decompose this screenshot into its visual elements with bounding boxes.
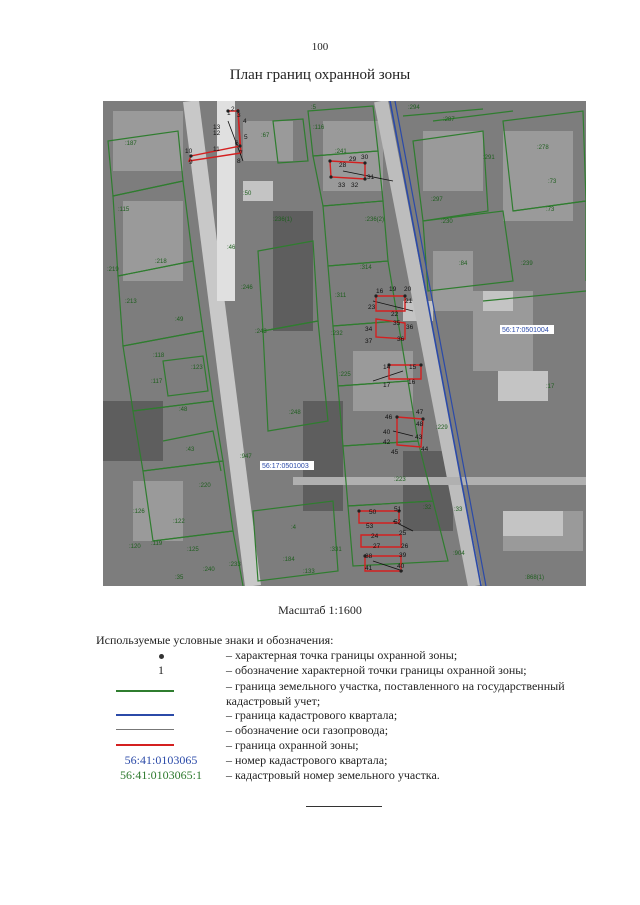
svg-text::5: :5	[311, 105, 317, 111]
svg-text::246: :246	[241, 285, 253, 291]
quarter-label-1: 56:17:0501004	[502, 327, 549, 334]
svg-text::117: :117	[151, 379, 163, 385]
svg-text:13: 13	[213, 124, 221, 131]
svg-text::233: :233	[229, 562, 241, 568]
svg-text:1: 1	[227, 110, 231, 117]
svg-text:9: 9	[189, 159, 193, 166]
svg-text:7: 7	[239, 150, 243, 157]
svg-text::220: :220	[199, 483, 211, 489]
svg-text::218: :218	[155, 259, 167, 265]
svg-text:3: 3	[237, 112, 241, 119]
page-title: План границ охранной зоны	[229, 67, 411, 83]
quarter-number-symbol: 56:41:0103065	[124, 753, 198, 767]
thin-line-symbol	[116, 729, 174, 730]
svg-text:23: 23	[368, 304, 376, 311]
svg-text::904: :904	[453, 551, 465, 557]
svg-text::229: :229	[436, 425, 448, 431]
svg-text::4: :4	[291, 525, 297, 531]
svg-text:12: 12	[213, 130, 221, 137]
svg-text:11: 11	[213, 146, 220, 153]
svg-text::119: :119	[151, 541, 163, 547]
svg-text:43: 43	[415, 434, 423, 441]
svg-text::67: :67	[261, 133, 270, 139]
green-line-symbol	[116, 690, 174, 692]
svg-text::46: :46	[227, 245, 236, 251]
svg-text:53: 53	[366, 523, 374, 530]
svg-text:16: 16	[376, 288, 384, 295]
svg-text:36: 36	[397, 336, 405, 343]
svg-text:39: 39	[399, 552, 407, 559]
svg-text::294: :294	[408, 105, 420, 111]
svg-text::331: :331	[330, 547, 342, 553]
svg-text::291: :291	[483, 155, 495, 161]
svg-text:16: 16	[408, 379, 416, 386]
svg-text:14: 14	[383, 364, 391, 371]
svg-text::123: :123	[191, 365, 203, 371]
red-line-symbol	[116, 744, 174, 746]
svg-text::239: :239	[521, 261, 533, 267]
scale-label: Масштаб 1:1600	[278, 603, 362, 617]
svg-text::116: :116	[313, 125, 325, 131]
svg-text:29: 29	[349, 156, 357, 163]
svg-text::225: :225	[339, 372, 351, 378]
svg-text::236(1): :236(1)	[273, 217, 293, 223]
svg-text:4: 4	[243, 118, 247, 125]
legend-dot-symbol	[96, 648, 226, 663]
legend-heading: Используемые условные знаки и обозначения:	[96, 633, 334, 647]
svg-text::49: :49	[175, 317, 184, 323]
svg-text::232: :232	[331, 331, 343, 337]
svg-text:28: 28	[339, 162, 347, 169]
svg-text:41: 41	[365, 565, 373, 572]
svg-text:22: 22	[391, 311, 399, 318]
svg-text:33: 33	[338, 182, 346, 189]
svg-text::287: :287	[443, 117, 455, 123]
legend-number-symbol: 1	[158, 663, 164, 677]
svg-text:10: 10	[185, 148, 193, 155]
svg-text:15: 15	[409, 364, 417, 371]
svg-text:36: 36	[406, 324, 414, 331]
svg-text::118: :118	[153, 353, 165, 359]
svg-text::126: :126	[133, 509, 145, 515]
svg-text::32: :32	[423, 505, 432, 511]
svg-text:35: 35	[393, 320, 401, 327]
svg-text:24: 24	[371, 533, 379, 540]
svg-text::223: :223	[394, 477, 406, 483]
parcel-number-symbol: 56:41:0103065:1	[119, 768, 202, 782]
svg-text:45: 45	[391, 449, 399, 456]
svg-text:19: 19	[389, 286, 397, 293]
svg-text::35: :35	[175, 575, 184, 581]
svg-text::125: :125	[187, 547, 199, 553]
svg-text:50: 50	[369, 509, 377, 516]
svg-text:42: 42	[383, 439, 391, 446]
blue-line-symbol	[116, 714, 174, 716]
svg-text:51: 51	[394, 506, 402, 513]
svg-text::43: :43	[186, 447, 195, 453]
aerial-map	[103, 101, 586, 586]
svg-text::240: :240	[203, 567, 215, 573]
svg-text:20: 20	[404, 286, 412, 293]
svg-text:40: 40	[397, 563, 405, 570]
svg-text:48: 48	[416, 421, 424, 428]
map-drawing	[103, 101, 586, 586]
svg-text::868(1): :868(1)	[525, 575, 545, 581]
svg-text::17: :17	[546, 384, 555, 390]
svg-text:25: 25	[399, 530, 407, 537]
svg-text::184: :184	[283, 557, 295, 563]
svg-text::278: :278	[537, 145, 549, 151]
svg-text:30: 30	[361, 154, 369, 161]
svg-text:26: 26	[401, 543, 409, 550]
svg-text:38: 38	[365, 553, 373, 560]
svg-text::50: :50	[243, 191, 252, 197]
svg-text::241: :241	[335, 149, 347, 155]
svg-text::122: :122	[173, 519, 185, 525]
svg-text:37: 37	[365, 338, 373, 345]
svg-text::115: :115	[118, 207, 130, 213]
svg-text::133: :133	[303, 569, 315, 575]
svg-text::48: :48	[179, 407, 188, 413]
svg-text::73: :73	[548, 179, 557, 185]
svg-text::314: :314	[360, 265, 372, 271]
svg-text::230: :230	[441, 219, 453, 225]
svg-text::297: :297	[431, 197, 443, 203]
svg-text:34: 34	[365, 326, 373, 333]
svg-text:17: 17	[383, 382, 391, 389]
svg-text:5: 5	[244, 134, 248, 141]
svg-text:21: 21	[405, 298, 413, 305]
svg-text::248: :248	[289, 410, 301, 416]
svg-text:46: 46	[385, 414, 393, 421]
svg-text:47: 47	[416, 409, 424, 416]
svg-text:8: 8	[237, 158, 241, 165]
svg-text::311: :311	[335, 293, 347, 299]
svg-text::243: :243	[255, 329, 267, 335]
svg-text:6: 6	[235, 140, 239, 147]
svg-text::213: :213	[125, 299, 137, 305]
footer-divider	[306, 806, 382, 807]
svg-text:44: 44	[421, 446, 429, 453]
svg-text:52: 52	[394, 519, 402, 526]
svg-text:2: 2	[231, 106, 235, 113]
svg-text:40: 40	[383, 429, 391, 436]
page-number: 100	[311, 41, 329, 53]
svg-text:31: 31	[367, 174, 375, 181]
svg-text:27: 27	[373, 543, 381, 550]
svg-text::187: :187	[125, 141, 137, 147]
svg-text::236(2): :236(2)	[365, 217, 385, 223]
svg-text::84: :84	[459, 261, 468, 267]
svg-text::120: :120	[129, 544, 141, 550]
svg-text::219: :219	[107, 267, 119, 273]
svg-text::33: :33	[454, 507, 463, 513]
svg-text::947: :947	[240, 454, 252, 460]
svg-text:32: 32	[351, 182, 359, 189]
svg-text::73: :73	[546, 207, 555, 213]
quarter-label-2: 56:17:0501003	[262, 463, 309, 470]
